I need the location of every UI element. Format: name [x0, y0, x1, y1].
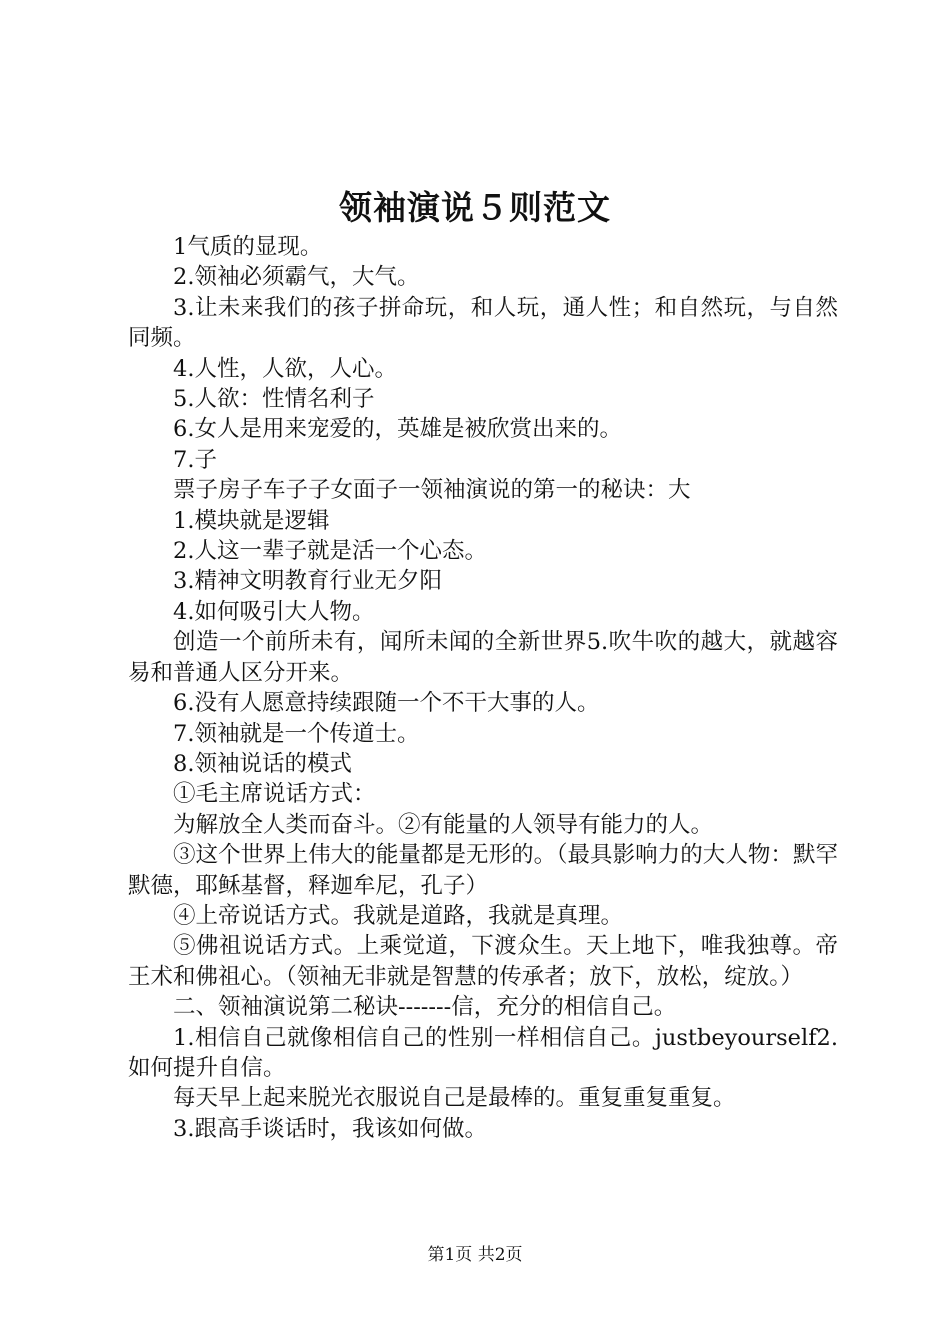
paragraph: 6.没有人愿意持续跟随一个不干大事的人。	[173, 690, 600, 717]
paragraph: 为解放全人类而奋斗。②有能量的人领导有能力的人。	[173, 811, 714, 838]
paragraph: 8.领袖说话的模式	[173, 750, 352, 777]
paragraph: 二、领袖演说第二秘诀-------信，充分的相信自己。	[173, 994, 677, 1021]
paragraph: 3.让未来我们的孩子拼命玩，和人玩，通人性；和自然玩，与自然同频。	[128, 294, 838, 352]
paragraph: ④上帝说话方式。我就是道路，我就是真理。	[173, 902, 624, 929]
paragraph: 2.人这一辈子就是活一个心态。	[173, 538, 487, 565]
paragraph: 4.人性，人欲，人心。	[173, 355, 397, 382]
paragraph: 创造一个前所未有，闻所未闻的全新世界5.吹牛吹的越大，就越容易和普通人区分开来。	[128, 629, 838, 686]
paragraph: 4.如何吸引大人物。	[173, 598, 375, 625]
paragraph: 7.领袖就是一个传道士。	[173, 720, 420, 747]
document-body	[128, 232, 838, 1144]
page-number: 第1页 共2页	[427, 1245, 523, 1265]
paragraph: 1气质的显现。	[173, 234, 323, 260]
paragraph: ①毛主席说话方式：	[173, 781, 376, 808]
paragraph: 1.相信自己就像相信自己的性别一样相信自己。justbeyourself2.如何提升自信。	[128, 1024, 838, 1081]
paragraph: 5.人欲：性情名利子	[173, 386, 375, 413]
paragraph: ③这个世界上伟大的能量都是无形的。（最具影响力的大人物：默罕默德，耶稣基督，释迦牟尼，孔子）	[128, 842, 838, 899]
paragraph: ⑤佛祖说话方式。上乘觉道，下渡众生。天上地下，唯我独尊。帝王术和佛祖心。（领袖无非就是智慧的传承者；放下，放松，绽放。）	[128, 933, 838, 990]
paragraph: 3.跟高手谈话时，我该如何做。	[173, 1115, 487, 1142]
paragraph: 每天早上起来脱光衣服说自己是最棒的。重复重复重复。	[173, 1085, 736, 1112]
paragraph: 3.精神文明教育行业无夕阳	[173, 568, 442, 595]
paragraph: 2.领袖必须霸气，大气。	[173, 264, 420, 291]
paragraph: 7.子	[173, 446, 217, 473]
paragraph: 1.模块就是逻辑	[173, 507, 330, 534]
paragraph: 票子房子车子子女面子一领袖演说的第一的秘诀：大	[173, 477, 691, 504]
document-title: 领袖演说５则范文	[339, 188, 611, 227]
paragraph: 6.女人是用来宠爱的，英雄是被欣赏出来的。	[173, 416, 622, 443]
